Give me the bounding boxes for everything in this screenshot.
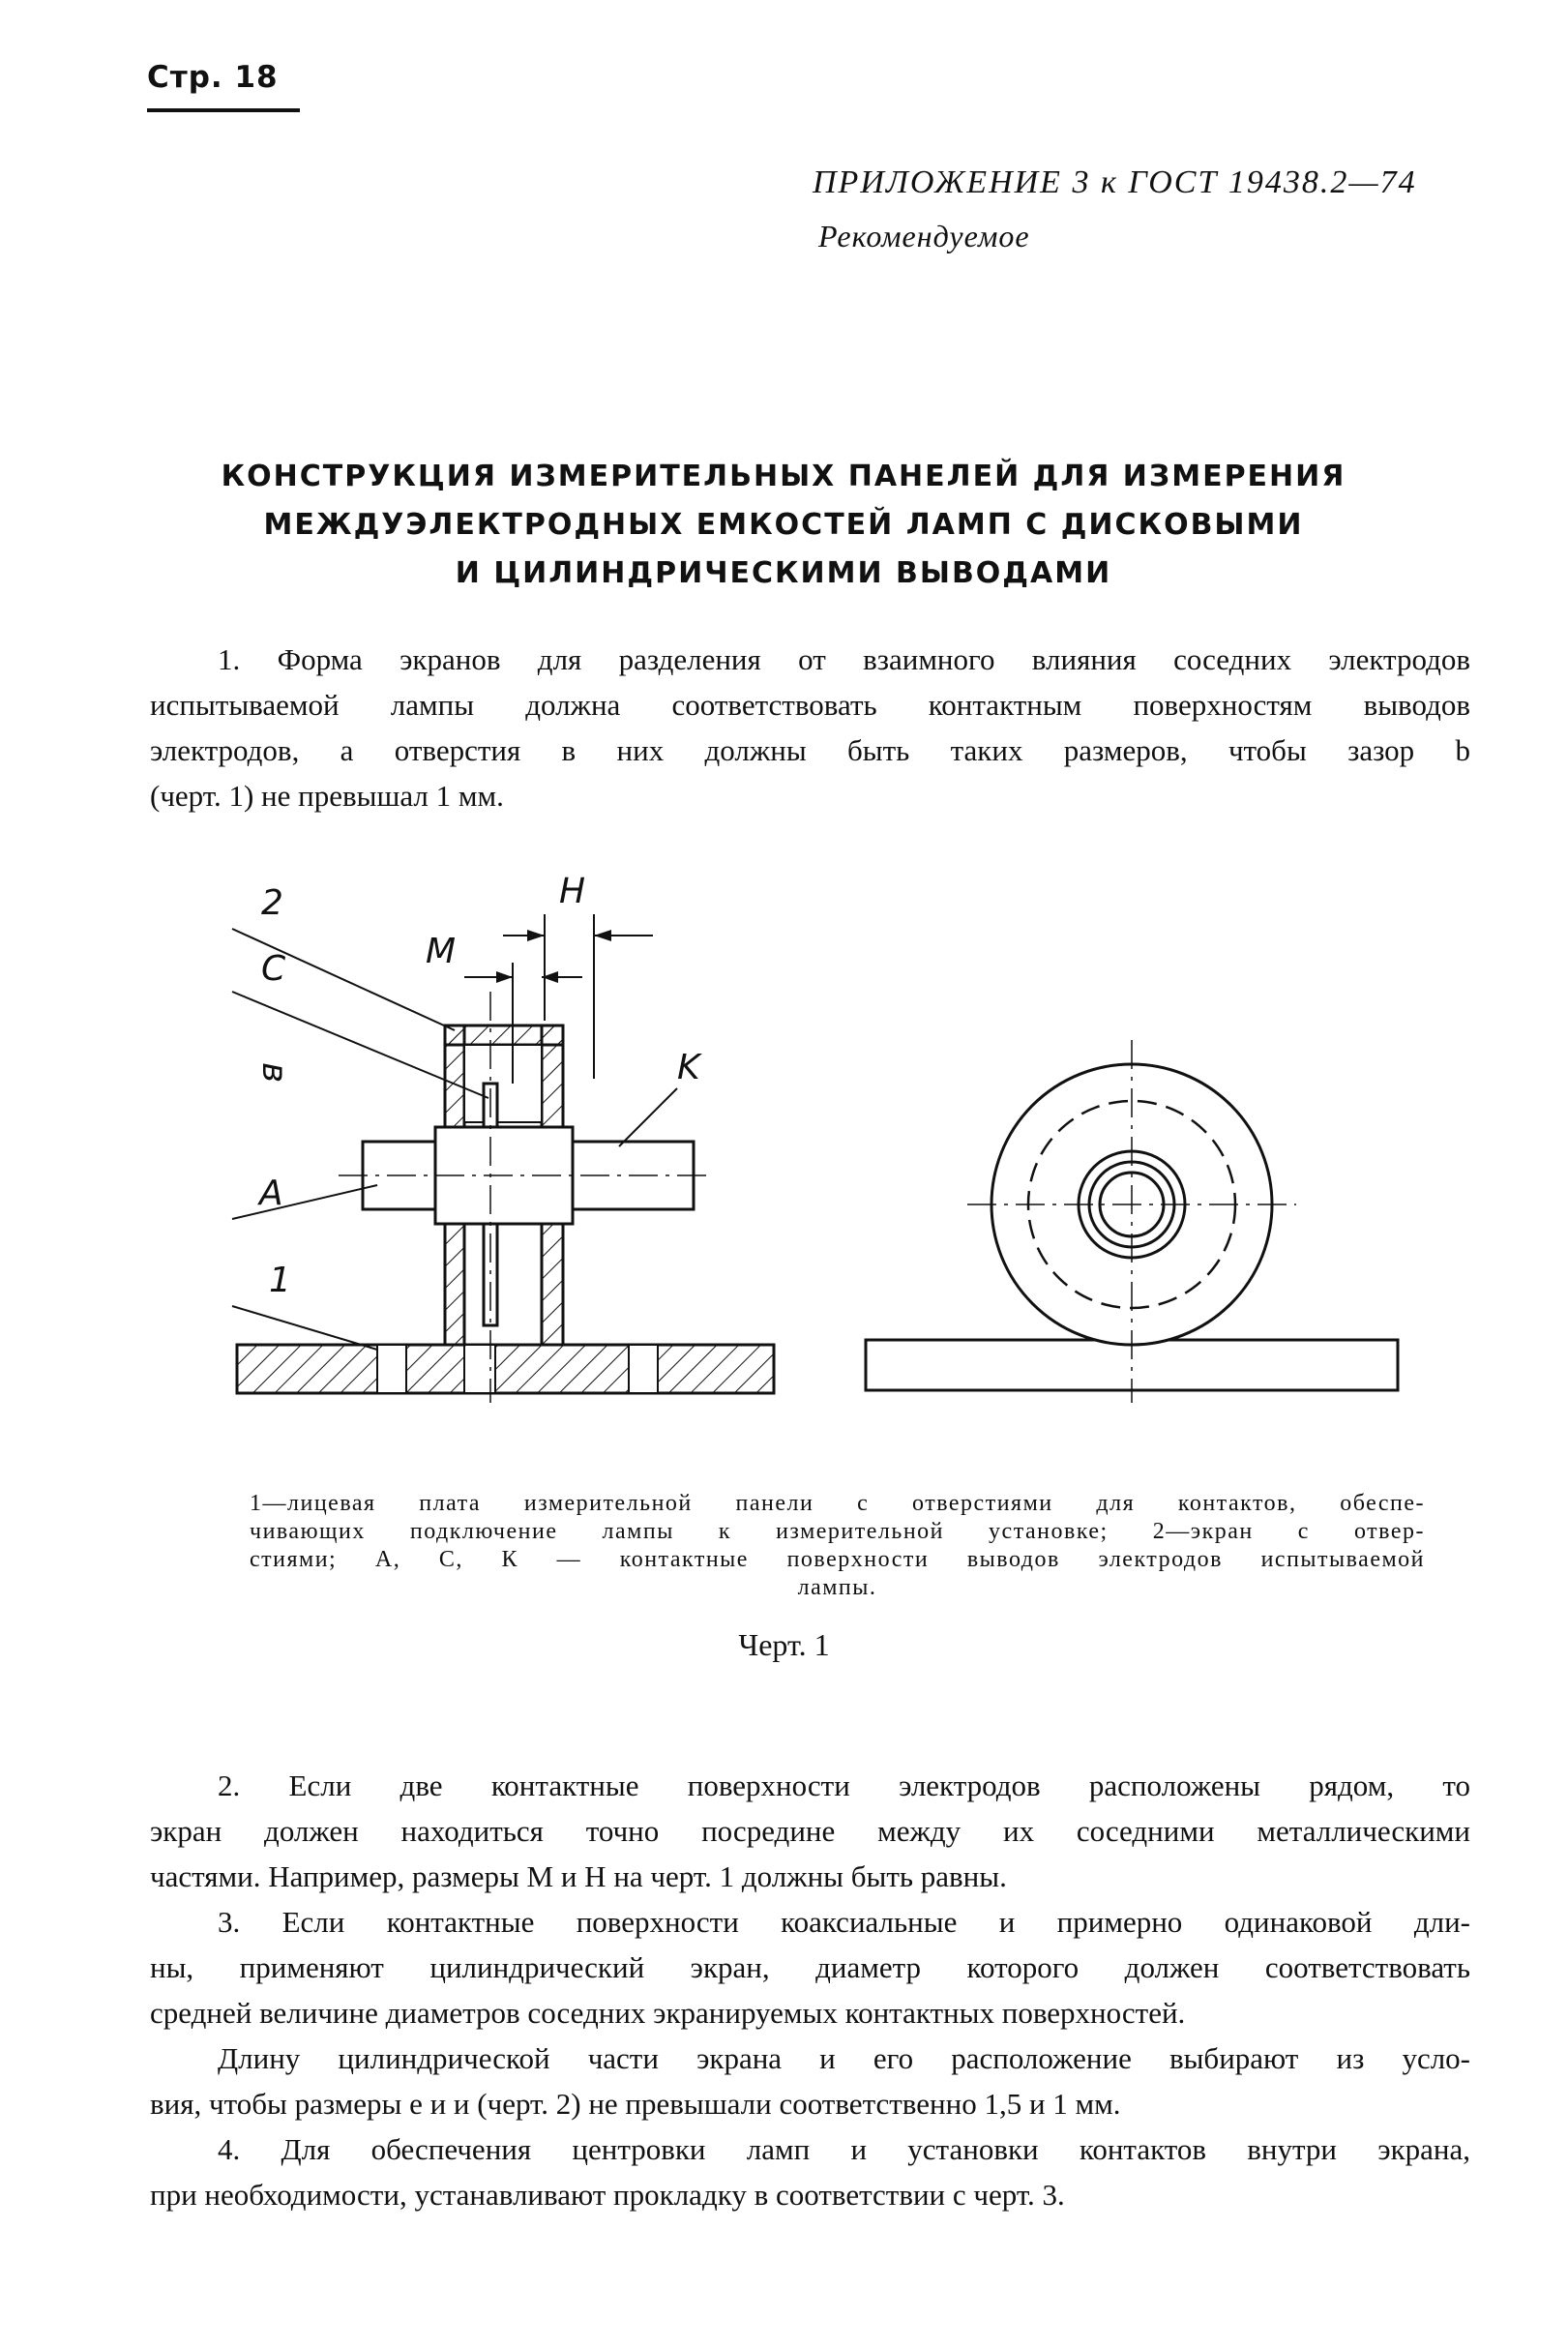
paragraph-4 (150, 2126, 1470, 2217)
paragraph-line: частями. Например, размеры М и Н на черт. 1 должны быть равны. (150, 1859, 1007, 1893)
paragraph-line: (черт. 1) не превышал 1 мм. (150, 779, 504, 813)
label-a: A (259, 1174, 283, 1213)
figure-caption (250, 1490, 1425, 1602)
caption-line: чивающих подключение лампы к измерительной установке; 2—экран с отвер- (250, 1519, 1425, 1544)
page-number: Стр. 18 (147, 60, 279, 95)
label-2: 2 (261, 883, 283, 923)
paragraph-3b (150, 2036, 1470, 2126)
label-k: K (677, 1048, 700, 1087)
paragraph-line: 1. Форма экранов для разделения от взаимного влияния соседних электродов (218, 642, 1470, 676)
caption-line: лампы. (797, 1575, 877, 1600)
label-c: C (261, 949, 286, 989)
figure-title: Черт. 1 (738, 1627, 830, 1662)
caption-line: стиями; А, С, К — контактные поверхности выводов электродов испытываемой (250, 1547, 1425, 1572)
label-h: H (559, 876, 586, 911)
paragraph-line: электродов, а отверстия в них должны быть таких размеров, чтобы зазор b (150, 733, 1470, 767)
appendix-heading: ПРИЛОЖЕНИЕ 3 к ГОСТ 19438.2—74 (813, 164, 1417, 200)
page-number-rule (147, 108, 300, 112)
title-line: КОНСТРУКЦИЯ ИЗМЕРИТЕЛЬНЫХ ПАНЕЛЕЙ ДЛЯ ИЗМЕРЕНИЯ (221, 460, 1346, 493)
label-1: 1 (269, 1261, 291, 1300)
drawing-figure-1 (222, 876, 1412, 1427)
paragraph-line: ны, применяют цилиндрический экран, диаметр которого должен соответствовать (150, 1950, 1470, 1984)
paragraph-line: 2. Если две контактные поверхности электродов расположены рядом, то (218, 1768, 1470, 1802)
paragraph-3 (150, 1899, 1470, 2036)
appendix-status: Рекомендуемое (818, 219, 1030, 253)
paragraph-line: 3. Если контактные поверхности коаксиальные и примерно одинаковой дли- (218, 1905, 1470, 1939)
front-view (866, 1040, 1398, 1403)
paragraph-line: средней величине диаметров соседних экранируемых контактных поверхностей. (150, 1996, 1186, 2030)
base-plate (237, 1345, 774, 1393)
document-title (174, 453, 1393, 598)
paragraph-line: Длину цилиндрической части экрана и его расположение выбирают из усло- (218, 2041, 1470, 2075)
paragraph-line: вия, чтобы размеры е и и (черт. 2) не превышали соответственно 1,5 и 1 мм. (150, 2087, 1121, 2121)
paragraph-1 (150, 637, 1470, 818)
paragraph-line: при необходимости, устанавливают прокладку в соответствии с черт. 3. (150, 2178, 1065, 2212)
paragraph-line: испытываемой лампы должна соответствовать контактным поверхностям выводов (150, 688, 1470, 722)
label-b: в (254, 1062, 294, 1084)
paragraph-2 (150, 1763, 1470, 1899)
title-line: МЕЖДУЭЛЕКТРОДНЫХ ЕМКОСТЕЙ ЛАМП С ДИСКОВЫМИ (263, 508, 1304, 542)
label-m: M (426, 932, 457, 971)
paragraph-line: 4. Для обеспечения центровки ламп и установки контактов внутри экрана, (218, 2132, 1470, 2166)
caption-line: 1—лицевая плата измерительной панели с отверстиями для контактов, обеспе- (250, 1491, 1425, 1516)
paragraph-line: экран должен находиться точно посредине между их соседними металлическими (150, 1814, 1470, 1848)
title-line: И ЦИЛИНДРИЧЕСКИМИ ВЫВОДАМИ (455, 556, 1112, 590)
